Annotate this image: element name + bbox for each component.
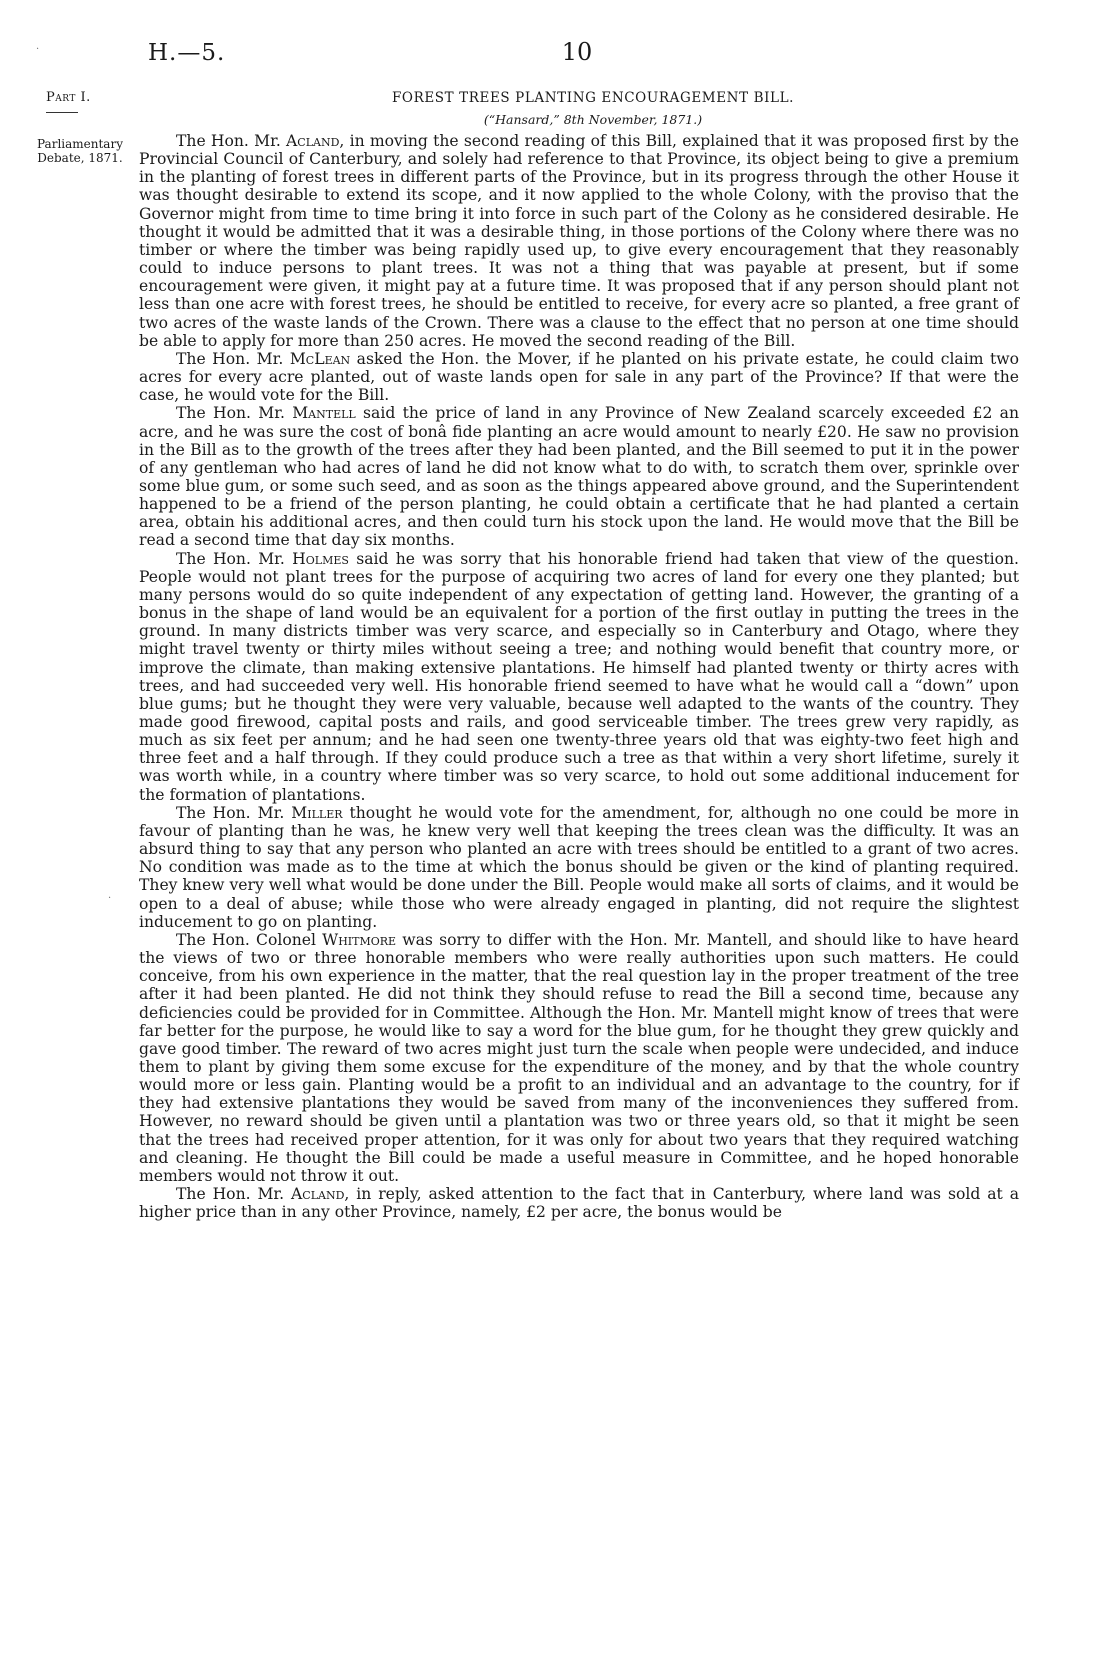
speaker-name: Acland xyxy=(291,1185,345,1204)
margin-note: Parliamentary Debate, 1871. xyxy=(37,137,123,166)
speaker-name: Holmes xyxy=(292,549,349,568)
paragraph: The Hon. Mr. Miller thought he would vote for the amendment, for, although no one could be more in favour of planting than he was, he knew very well that keeping the trees clean was the difficulty. It was an absurd thing to say that any person who planted an acre with trees should be entitled to a grant of two acres. No condition was made as to the time at which the bonus should be given or the kind of planting required. They knew very well what would be done under the Bill. People would make all sorts of claims, and it would be open to a deal of abuse; while those who were already engaged in planting, did not require the slightest inducement to go on planting. xyxy=(139,803,1019,931)
paragraph: The Hon. Mr. McLean asked the Hon. the Mover, if he planted on his private estate, he could claim two acres for every acre planted, out of waste lands open for sale in any part of the Province? If that were the case, he would vote for the Bill. xyxy=(139,349,1020,405)
scan-speck: · xyxy=(36,44,40,55)
paragraph: The Hon. Mr. Acland, in reply, asked attention to the fact that in Canterbury, where land was sold at a higher price than in any other Province, namely, £2 per acre, the bonus would be xyxy=(139,1185,1019,1222)
paragraph: The Hon. Colonel Whitmore was sorry to differ with the Hon. Mr. Mantell, and should like to have heard the views of two or three honorable members who were really authorities upon such matters. He could conceive, from his own experience in the matter, that the real question lay in the proper treatment of the tree after it had been planted. He did not think they should refuse to read the Bill a second time, because any deficiencies could be provided for in Committee. Although the Hon. Mr. Mantell might know of trees that were far better for the purpose, he would like to say a word for the blue gum, for he thought they grew quickly and gave good timber. The reward of two acres might just turn the scale when people were undecided, and induce them to plant by giving them some excuse for the expenditure of the money, and by that the whole country would more or less gain. Planting would be a profit to an individual and an advantage to the country, for if they had extensive plantations they would be saved from many of the inconveniences they suffered from. However, no reward should be given until a plantation was two or three years old, so that it might be seen that the trees had received proper attention, for it was only for about two years that they required watching and cleaning. He thought the Bill could be made a useful measure in Committee, and he hoped honorable members would not throw it out. xyxy=(139,930,1019,1185)
article-body xyxy=(139,132,1019,1221)
article-title: FOREST TREES PLANTING ENCOURAGEMENT BILL. xyxy=(391,90,795,106)
paragraph: The Hon. Mr. Mantell said the price of land in any Province of New Zealand scarcely exceeded £2 an acre, and he was sure the cost of bonâ fide planting an acre would amount to nearly £20. He saw no provision in the Bill as to the growth of the trees after they had been planted, and the Bill seemed to put it in the power of any gentleman who had acres of land he did not know what to do with, to scratch them over, sprinkle over some blue gum, or some such seed, and as soon as the things appeared above ground, and the Superintendent happened to be a friend of the person planting, he could obtain a certificate that he had planted a certain area, obtain his additional acres, and then could turn his stock upon the land. He would move that the Bill be read a second time that day six months. xyxy=(139,404,1019,550)
margin-divider xyxy=(46,112,78,113)
scan-speck: · xyxy=(108,893,112,904)
article-source: (“Hansard,” 8th November, 1871.) xyxy=(483,112,703,127)
speaker-name: Mantell xyxy=(292,404,356,423)
margin-part-label: Part I. xyxy=(46,90,91,105)
paragraph: The Hon. Mr. Holmes said he was sorry that his honorable friend had taken that view of the question. People would not plant trees for the purpose of acquiring two acres of land for every one they planted; but many persons would do so quite independent of any expectation of getting land. However, the granting of a bonus in the shape of land would be an equivalent for a portion of the first outlay in putting the trees in the ground. In many districts timber was very scarce, and especially so in Canterbury and Otago, where they might travel twenty or thirty miles without seeing a tree; and nothing would benefit that country more, or improve the climate, than making extensive plantations. He himself had planted twenty or thirty acres with trees, and had succeeded very well. His honorable friend seemed to have what he would call a “down” upon blue gums; but he thought they were very valuable, because well adapted to the wants of the country. They made good firewood, capital posts and rails, and good serviceable timber. The trees grew very rapidly, as much as six feet per annum; and he had seen one twenty-three years old that was eighty-two feet high and three feet and a half through. If they could produce such a tree as that within a very short lifetime, surely it was worth while, in a country where timber was so very scarce, to hold out some additional inducement for the formation of plantations. xyxy=(139,549,1019,804)
page-number: 10 xyxy=(561,38,593,66)
speaker-name: Acland xyxy=(286,132,340,150)
speaker-name: McLean xyxy=(289,349,351,368)
document-reference: H.—5. xyxy=(148,40,226,66)
paragraph: The Hon. Mr. Acland, in moving the second reading of this Bill, explained that it was proposed first by the Provincial Council of Canterbury, and solely had reference to that Province, its object being to give a premium in the planting of forest trees in different parts of the Province, but in its progress through the other House it was thought desirable to extend its scope, and it now applied to the whole Colony, with the proviso that the Governor might from time to time bring it into force in such part of the Colony as he considered desirable. He thought it would be admitted that it was a desirable thing, in those portions of the Colony where there was no timber or where the timber was being rapidly used up, to give every encouragement that they reasonably could to induce persons to plant trees. It was not a thing that was payable at present, but if some encouragement were given, it might pay at a future time. It was proposed that if any person should plant not less than one acre with forest trees, he should be entitled to receive, for every acre so planted, a free grant of two acres of the waste lands of the Crown. There was a clause to the effect that no person at one time should be able to apply for more than 250 acres. He moved the second reading of the Bill. xyxy=(139,132,1019,350)
speaker-name: Miller xyxy=(291,803,343,822)
speaker-name: Whitmore xyxy=(322,930,397,949)
